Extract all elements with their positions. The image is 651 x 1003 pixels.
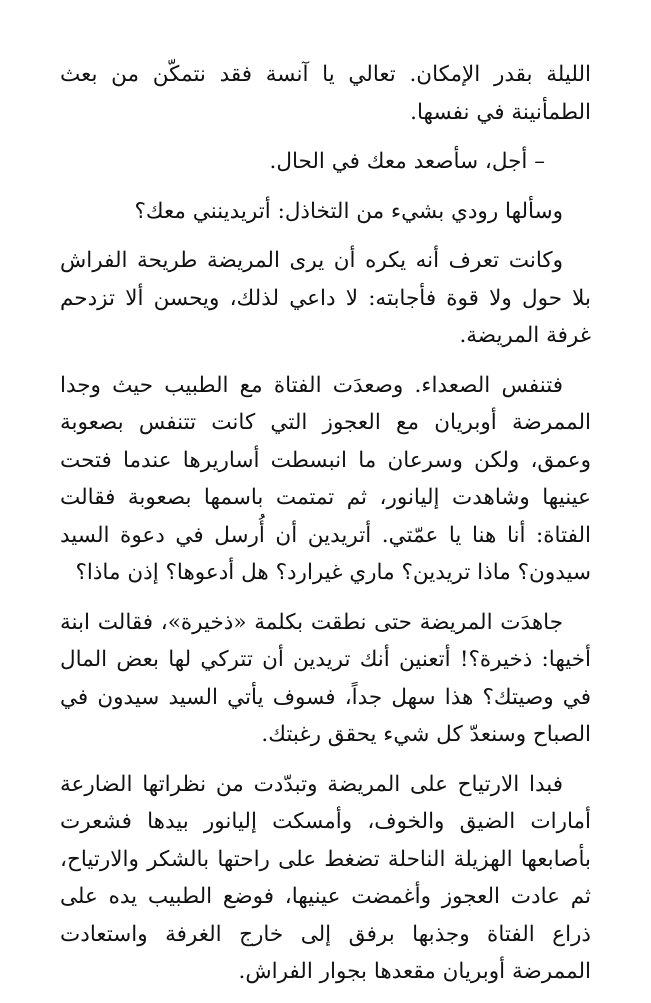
- paragraph-ascend: فتنفس الصعداء. وصعدَت الفتاة مع الطبيب حيث وجدا الممرضة أوبريان مع العجوز التي كانت تتنفس بصعوبة وعمق، ولكن وسرعان ما انبسطت أساريرها عندما فتحت عينيها وشاهدت إليانور، ثم تمتمت باسمها بصعوبة فقالت الفتاة: أنا هنا يا عمّتي. أتريدين أن أُرسل في دعوة السيد سيدون؟ ماذا تريدين؟ ماري غيرارد؟ هل أدعوها؟ إذن ماذا؟: [60, 372, 591, 585]
- paragraph-answer: وكانت تعرف أنه يكره أن يرى المريضة طريحة الفراش بلا حول ولا قوة فأجابته: لا داعي لذلك، ويحسن ألا تزدحم غرفة المريضة.: [60, 248, 591, 348]
- paragraph-continuation: الليلة بقدر الإمكان. تعالي يا آنسة فقد نتمكّن من بعث الطمأنينة في نفسها.: [60, 62, 591, 125]
- paragraph-dialog-reply: – أجل، سأصعد معك في الحال.: [269, 149, 545, 174]
- paragraph-relief: فبدا الارتياح على المريضة وتبدّدت من نظراتها الضارعة أمارات الضيق والخوف، وأمسكت إليانور بيدها فشعرت بأصابعها الهزيلة الناحلة تضغط على راحتها بالشكر والارتياح، ثم عادت العجوز وأغمضت عينيها، فوضع الطبيب يده على ذراع الفتاة وجذبها برفق إلى خارج الغرفة واستعادت الممرضة أوبريان مقعدها بجوار الفراش.: [60, 771, 591, 984]
- paragraph-rudy-question: وسألها رودي بشيء من التخاذل: أتريدينني معك؟: [134, 198, 563, 224]
- paragraph-legacy: جاهدَت المريضة حتى نطقت بكلمة «ذخيرة»، فقالت ابنة أخيها: ذخيرة؟! أتعنين أنك تريدين أن تتركي لها بعض المال في وصيتك؟ هذا سهل جداً، فسوف يأتي السيد سيدون في الصباح وسنعدّ كل شيء يحقق رغبتك.: [60, 609, 591, 747]
- book-page: [60, 56, 591, 1003]
